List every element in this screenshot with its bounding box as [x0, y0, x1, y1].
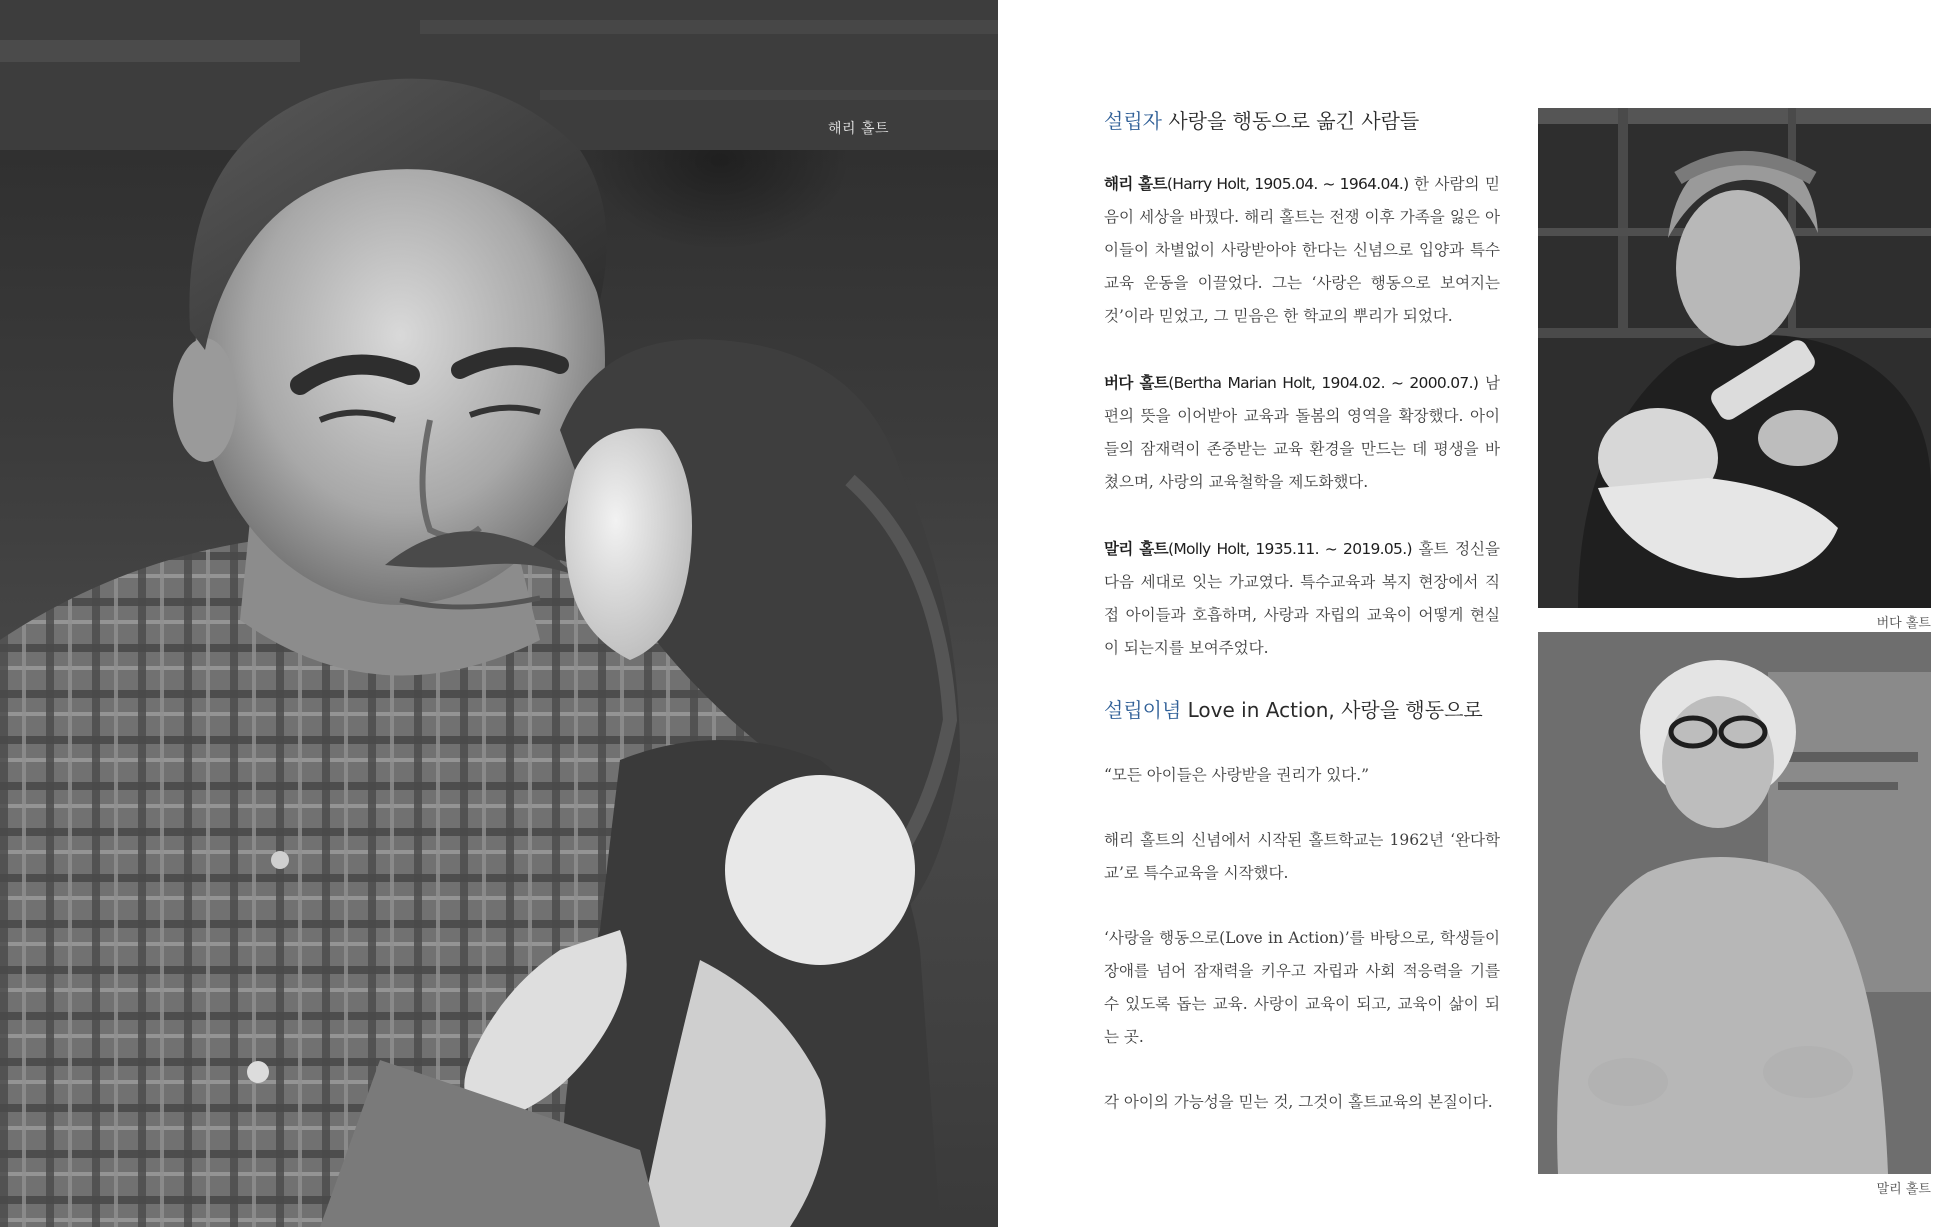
bertha-holt-dates: (Bertha Marian Holt, 1904.02. ~ 2000.07.): [1168, 374, 1479, 392]
molly-photo-illustration: [1538, 632, 1931, 1174]
founders-heading-text: 사랑을 행동으로 옮긴 사람들: [1161, 109, 1420, 133]
molly-holt-body: 홀트 정신을 다음 세대로 잇는 가교였다. 특수교육과 복지 현장에서 직접 아이들과 호흡하며, 사랑과 자립의 교육이 어떻게 현실이 되는지를 보여주었다.: [1104, 540, 1500, 657]
molly-holt-dates: (Molly Holt, 1935.11. ~ 2019.05.): [1168, 540, 1412, 558]
molly-holt-photo: [1538, 632, 1931, 1174]
molly-holt-paragraph: [1104, 533, 1500, 665]
harry-holt-name-line: [1104, 175, 1408, 193]
bertha-photo-illustration: [1538, 108, 1931, 608]
harry-holt-body: 한 사람의 믿음이 세상을 바꿨다. 해리 홀트는 전쟁 이후 가족을 잃은 아이들이 차별없이 사랑받아야 한다는 신념으로 입양과 특수교육 운동을 이끌었다. 그는 ‘사랑은 행동으로 보여지는 것’이라 믿었고, 그 믿음은 한 학교의 뿌리가 되었다.: [1104, 175, 1500, 325]
bertha-holt-body: 남편의 뜻을 이어받아 교육과 돌봄의 영역을 확장했다. 아이들의 잠재력이 존중받는 교육 환경을 만드는 데 평생을 바쳤으며, 사랑의 교육철학을 제도화했다.: [1104, 374, 1500, 491]
main-photo-caption: 해리 홀트: [828, 121, 890, 137]
philosophy-heading: [1104, 695, 1500, 725]
bertha-holt-photo: [1538, 108, 1931, 608]
philosophy-heading-text: Love in Action, 사랑을 행동으로: [1181, 698, 1483, 722]
founders-heading: [1104, 106, 1500, 136]
philosophy-paragraph-1: 해리 홀트의 신념에서 시작된 홀트학교는 1962년 ‘완다학교’로 특수교육을 시작했다.: [1104, 831, 1500, 882]
molly-holt-name: 말리 홀트: [1104, 540, 1169, 558]
molly-holt-name-line: [1104, 540, 1412, 558]
harry-holt-name: 해리 홀트: [1104, 175, 1167, 193]
bertha-holt-name-line: [1104, 374, 1478, 392]
philosophy-paragraph-3: 각 아이의 가능성을 믿는 것, 그것이 홀트교육의 본질이다.: [1104, 1093, 1493, 1111]
bertha-holt-name: 버다 홀트: [1104, 374, 1169, 392]
harry-holt-dates: (Harry Holt, 1905.04. ~ 1964.04.): [1166, 175, 1409, 193]
molly-photo-caption: 말리 홀트: [1876, 1182, 1931, 1197]
philosophy-paragraph-2: ‘사랑을 행동으로(Love in Action)’를 바탕으로, 학생들이 장애를 넘어 잠재력을 키우고 자립과 사회 적응력을 기를 수 있도록 돕는 교육. 사랑이 교육이 되고, 교육이 삶이 되는 곳.: [1104, 929, 1500, 1046]
bertha-photo-caption: 버다 홀트: [1876, 616, 1931, 631]
bertha-holt-paragraph: [1104, 367, 1500, 499]
harry-holt-paragraph: [1104, 168, 1500, 333]
philosophy-heading-accent: 설립이념: [1104, 698, 1182, 722]
text-column: [1104, 106, 1500, 1119]
founders-heading-accent: 설립자: [1104, 109, 1162, 133]
philosophy-quote: “모든 아이들은 사랑받을 권리가 있다.”: [1104, 766, 1370, 784]
